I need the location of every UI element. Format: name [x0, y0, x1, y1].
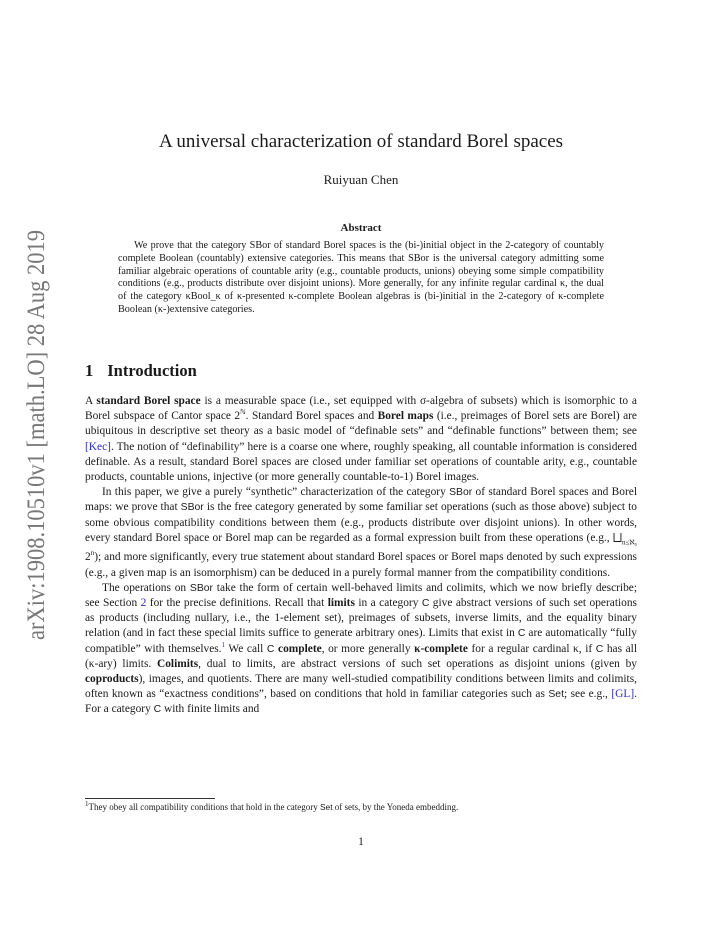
citation-link-kec[interactable]: [Kec]: [85, 440, 111, 453]
paper-title: A universal characterization of standard Borel spaces: [158, 131, 564, 152]
term-complete: complete: [278, 642, 322, 655]
term-limits: limits: [327, 596, 355, 609]
text-run: , or more generally: [321, 642, 415, 655]
category-name: Set: [548, 689, 564, 701]
text-run: 2: [85, 551, 91, 564]
section-number: 1: [85, 361, 94, 380]
text-run: ); and more significantly, every true statement about standard Borel spaces or Borel maps denoted by such expressions (e.g., a given map is an isomorphism) can be deduced in a purely formal manner from the compatibility conditions.: [85, 551, 637, 579]
term-borel-maps: Borel maps: [377, 410, 434, 423]
text-run: . For a category: [85, 688, 637, 716]
category-name: SBor: [180, 502, 204, 514]
section-link[interactable]: 2: [140, 596, 147, 609]
text-run: A: [85, 395, 97, 407]
body-text: [85, 394, 637, 718]
text-run: for the precise definitions. Recall that: [146, 596, 328, 609]
text-run: of sets, by the Yoneda embedding.: [332, 802, 459, 812]
text-run: for a regular cardinal κ, if: [467, 642, 596, 655]
arxiv-id-text: arXiv:1908.10510v1 [math.LO] 28 Aug 2019: [21, 230, 50, 640]
text-run: . Standard Borel spaces and: [245, 410, 378, 423]
abstract-text: We prove that the category SBor of standard Borel spaces is the (bi-)initial object in the 2-category of countably complete Boolean (countably) extensive categories. This means that SBor is the universal category admitting some familiar algebraic operations of countable arity (e.g., countable products, unions) obeying some simple compatibility conditions (e.g., products distribute over disjoint unions). More generally, for any infinite regular cardinal κ, the dual of the category κBool_κ of κ-presented κ-complete Boolean algebras is (bi-)initial in the 2-category of κ-complete Boolean (κ-)extensive categories.: [118, 240, 604, 315]
text-run: (i.e., preimages of Borel sets are Borel) are ubiquitous in descriptive set theory as a basic model of “definable sets” and “definable functions” between them; see: [85, 410, 637, 438]
category-name: C: [421, 597, 430, 609]
subscript: n≤ℵ₀: [622, 538, 637, 547]
text-run: is the free category generated by some familiar set operations (such as those above) subject to some obvious compatibility conditions between them (e.g., products distribute over disjoint unions). In other words, every standard Borel space or Borel map can be regarded as a formal expression built from these operations (e.g., ⨆: [85, 501, 637, 544]
text-run: with finite limits and: [161, 703, 260, 716]
text-run: , dual to limits, are abstract versions of such set operations as disjoint unions (given by: [198, 657, 637, 670]
paragraph-2: [85, 485, 637, 581]
text-run: . The notion of “definability” here is a coarse one where, roughly speaking, all countable information is considered definable. As a result, standard Borel spaces are closed under familiar set operations of countable arity, e.g., countable products, countable unions, injective (or more generally countable-to-1) Borel images.: [85, 440, 637, 484]
text-run: are automatically “fully compatible” with themselves.: [85, 627, 637, 655]
arxiv-identifier-stamp: [10, 230, 58, 670]
term-coproducts: coproducts: [85, 672, 139, 685]
text-run: is a measurable space (i.e., set equipped with σ-algebra of subsets) which is isomorphic to a Borel subspace of Cantor space 2: [85, 395, 637, 423]
text-run: The operations on: [102, 581, 190, 594]
category-name: SBor: [189, 582, 214, 594]
category-name: C: [153, 704, 162, 716]
category-name: Set: [319, 802, 333, 812]
category-name: C: [266, 643, 275, 655]
footnote-divider: [85, 798, 215, 799]
term-kappa-complete: κ-complete: [414, 642, 468, 655]
text-run: take the form of certain well-behaved limits and colimits, which we now briefly describe; see Section: [85, 581, 637, 609]
footnote: [85, 802, 637, 813]
text-run: ), images, and quotients. There are many well-studied compatibility conditions between limits and colimits, often known as “exactness conditions”, based on conditions that hold in familiar categories such as: [85, 672, 637, 701]
category-name: C: [517, 628, 526, 640]
paragraph-1: [85, 394, 637, 485]
term-standard-borel-space: standard Borel space: [96, 395, 201, 407]
superscript: n: [90, 549, 95, 558]
footnote-number: 1: [85, 800, 89, 808]
citation-link-gl[interactable]: [GL]: [611, 688, 635, 701]
text-run: of standard Borel spaces and Borel maps: we prove that: [85, 486, 637, 514]
page-number: 1: [358, 836, 364, 848]
text-run: has all (κ-ary) limits.: [85, 642, 638, 670]
text-run: give abstract versions of such set operations as products (including nullary, i.e., the 1-element set), preimages of subsets, inverse limits, and the equality binary relation (and in fact these special limits suffice to generate arbitrary ones). Limits that exist in: [85, 596, 637, 640]
text-run: In this paper, we give a purely “synthetic” characterization of the category: [102, 486, 450, 499]
footnote-marker[interactable]: 1: [221, 640, 226, 649]
abstract-heading: Abstract: [340, 222, 382, 234]
paper-author: Ruiyuan Chen: [323, 172, 399, 187]
paragraph-3: [85, 581, 637, 718]
arxiv-stamp-svg: [10, 230, 58, 670]
term-colimits: Colimits: [157, 657, 199, 670]
text-run: ; see e.g.,: [563, 688, 612, 701]
superscript: ℕ: [240, 408, 246, 417]
category-name: C: [595, 643, 604, 655]
text-run: They obey all compatibility conditions that hold in the category: [88, 802, 320, 812]
text-run: in a category: [354, 596, 422, 609]
section-title: Introduction: [107, 361, 197, 380]
section-heading: [85, 361, 197, 381]
category-name: SBor: [449, 487, 473, 499]
text-run: We call: [225, 642, 267, 655]
